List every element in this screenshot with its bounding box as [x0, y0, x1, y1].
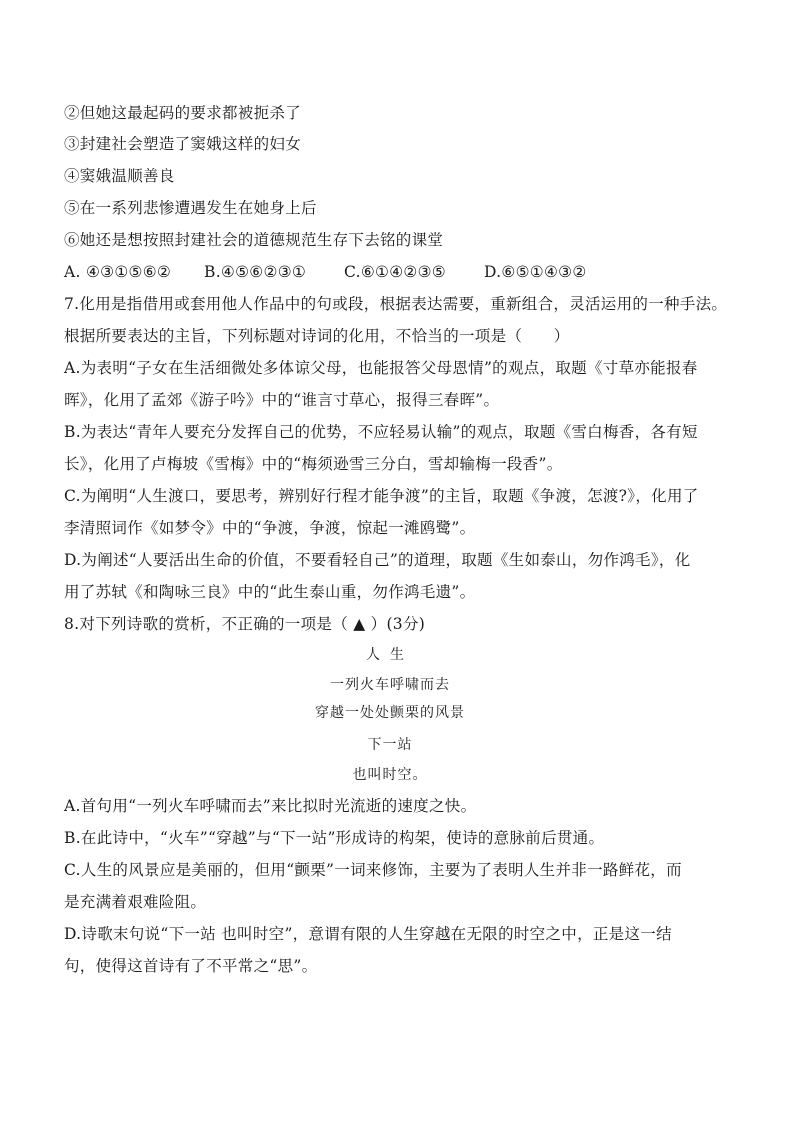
reorder-item-3: ③封建社会塑造了窦娥这样的妇女: [64, 135, 302, 153]
reorder-item-4: ④窦娥温顺善良: [64, 167, 175, 185]
reorder-options: [64, 262, 587, 282]
poem-line-4: 也叫时空。: [352, 767, 428, 783]
poem-title: 人生: [366, 647, 414, 663]
q7-stem-line2: 根据所要表达的主旨，下列标题对诗词的化用，不恰当的一项是（ ）: [64, 327, 570, 345]
reorder-item-5: ⑤在一系列悲惨遭遇发生在她身上后: [64, 199, 317, 217]
q8-option-c-line1: C.人生的风景应是美丽的，但用“颤栗”一词来修饰，主要为了表明人生并非一路鲜花，而: [64, 861, 682, 879]
reorder-option-d: D.⑥⑤①④③②: [484, 263, 587, 281]
poem-line-1: 一列火车呼啸而去: [330, 677, 450, 693]
reorder-option-a: A. ④③①⑤⑥②: [64, 263, 172, 281]
reorder-option-b: B.④⑤⑥②③①: [204, 263, 307, 281]
reorder-item-2: ②但她这最起码的要求都被扼杀了: [64, 104, 302, 122]
poem-line-2: 穿越一处处颤栗的风景: [315, 705, 465, 721]
q8-option-c-line2: 是充满着艰难险阻。: [64, 893, 207, 911]
q8-option-d-line1: D.诗歌末句说“下一站 也叫时空”，意谓有限的人生穿越在无限的时空之中，正是这一结: [64, 925, 672, 943]
q7-option-d-line1: D.为阐述“人要活出生命的价值，不要看轻自己”的道理，取题《生如泰山，勿作鸿毛》，化: [64, 551, 691, 569]
q7-option-c-line2: 李清照词作《如梦令》中的“争渡，争渡，惊起一滩鸥鹭”。: [64, 519, 476, 537]
q7-stem-line1: 7.化用是指借用或套用他人作品中的句或段，根据表达需要，重新组合，灵活运用的一种手法。: [64, 295, 728, 313]
q8-option-d-line2: 句，使得这首诗有了不平常之“思”。: [64, 957, 318, 975]
q7-option-a-line1: A.为表明“子女在生活细微处多体谅父母，也能报答父母恩情”的观点，取题《寸草亦能报春: [64, 359, 698, 377]
q8-option-b: B.在此诗中，“火车”“穿越”与“下一站”形成诗的构架，使诗的意脉前后贯通。: [64, 829, 605, 847]
q7-option-b-line2: 长》，化用了卢梅坡《雪梅》中的“梅须逊雪三分白，雪却输梅一段香”。: [64, 455, 563, 473]
poem-line-3: 下一站: [367, 737, 413, 753]
q7-option-d-line2: 用了苏轼《和陶咏三良》中的“此生泰山重，勿作鸿毛遗”。: [64, 583, 476, 601]
reorder-option-c: C.⑥①④②③⑤: [344, 263, 447, 281]
q7-option-b-line1: B.为表达“青年人要充分发挥自己的优势，不应轻易认输”的观点，取题《雪白梅香，各有短: [64, 423, 698, 441]
q7-option-c-line1: C.为阐明“人生渡口，要思考，辨别好行程才能争渡”的主旨，取题《争渡，怎渡?》，化用了: [64, 487, 699, 505]
q8-option-a: A.首句用“一列火车呼啸而去”来比拟时光流逝的速度之快。: [64, 797, 477, 815]
q7-option-a-line2: 晖》，化用了孟郊《游子吟》中的“谁言寸草心，报得三春晖”。: [64, 391, 500, 409]
q8-stem: 8.对下列诗歌的赏析，不正确的一项是（ ▲ ）(3分): [64, 615, 426, 633]
reorder-item-6: ⑥她还是想按照封建社会的道德规范生存下去铭的课堂: [64, 231, 444, 249]
